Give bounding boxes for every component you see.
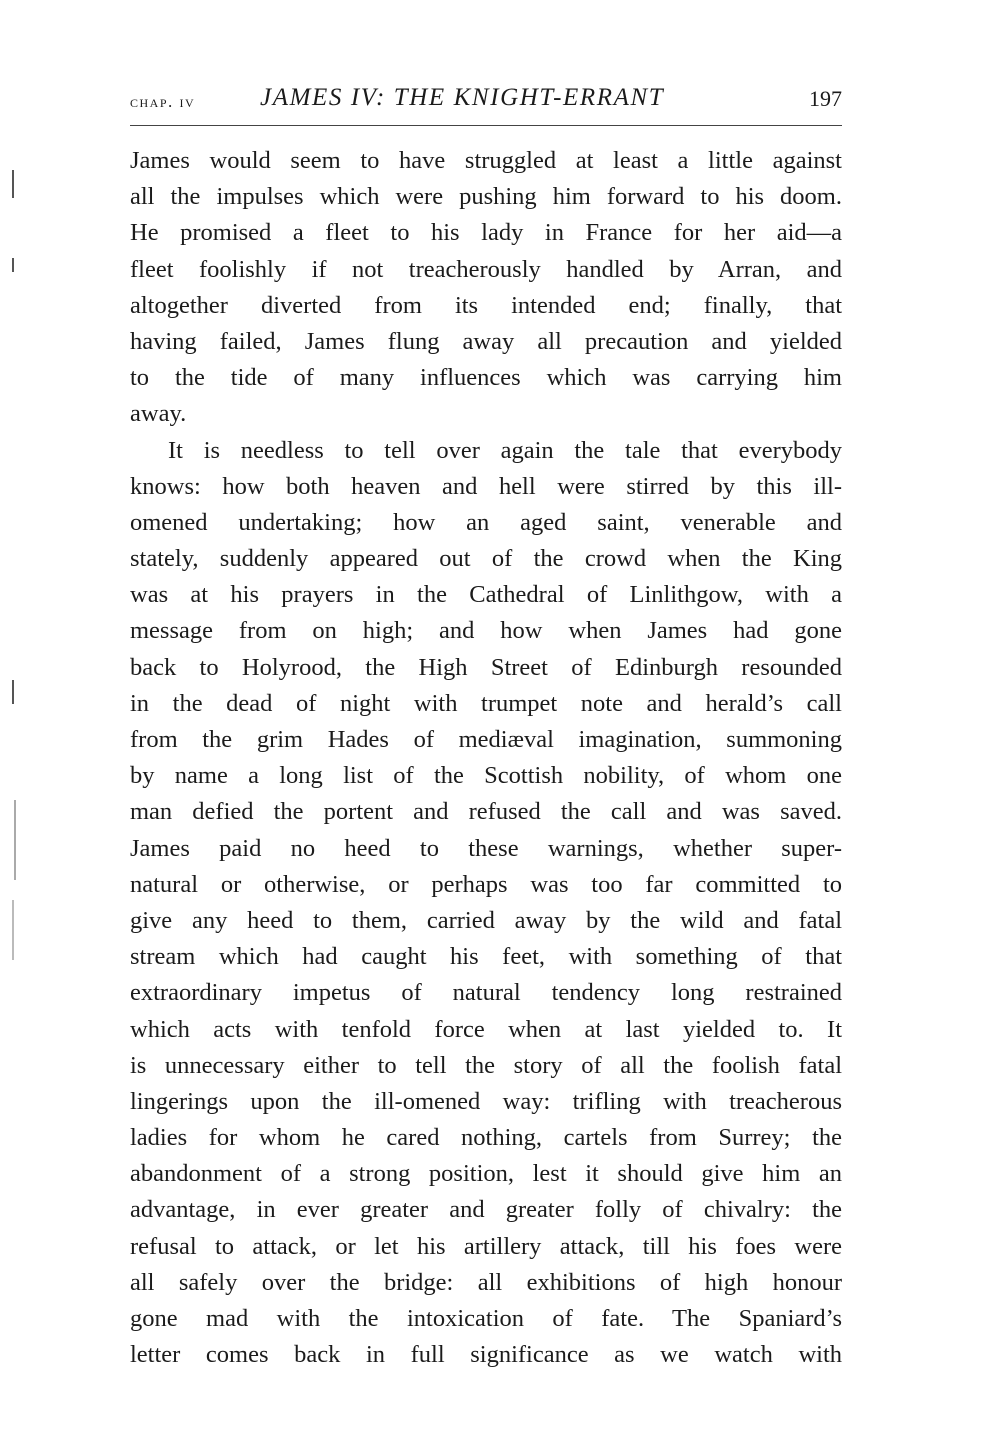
page-number: 197 [809, 86, 842, 111]
header-rule [130, 125, 842, 126]
text-line: advantage, in ever greater and greater folly of chivalry: the [130, 1196, 842, 1224]
text-line: all the impulses which were pushing him forward to his doom. [130, 183, 842, 211]
text-line: having failed, James flung away all precaution and yielded [130, 327, 842, 355]
scan-speck [12, 170, 14, 198]
text-line: altogether diverted from its intended end; finally, that [130, 291, 842, 319]
scan-speck [14, 800, 16, 880]
text-line: extraordinary impetus of natural tendency long restrained [130, 979, 842, 1007]
text-line: knows: how both heaven and hell were stirred by this ill- [130, 472, 842, 500]
text-line: back to Holyrood, the High Street of Edinburgh resounded [130, 653, 842, 681]
text-line: He promised a fleet to his lady in France for her aid—a [130, 219, 842, 247]
text-line: was at his prayers in the Cathedral of Linlithgow, with a [130, 581, 842, 609]
text-line: refusal to attack, or let his artillery attack, till his foes were [130, 1232, 842, 1260]
text-line: fleet foolishly if not treacherously handled by Arran, and [130, 255, 842, 283]
text-line: letter comes back in full significance as we watch with [130, 1341, 842, 1369]
text-line: stately, suddenly appeared out of the crowd when the King [130, 545, 842, 573]
text-line: away. [130, 400, 187, 428]
text-line: man defied the portent and refused the call and was saved. [130, 798, 842, 826]
text-line: James paid no heed to these warnings, whether super- [130, 834, 842, 862]
text-line: in the dead of night with trumpet note and herald’s call [130, 689, 842, 717]
chapter-label: chap. iv [130, 92, 196, 111]
text-line: give any heed to them, carried away by the wild and fatal [130, 906, 842, 934]
text-line: It is needless to tell over again the tale that everybody [168, 436, 842, 464]
text-line: abandonment of a strong position, lest it should give him an [130, 1160, 842, 1188]
text-line: omened undertaking; how an aged saint, venerable and [130, 508, 842, 536]
body-text [130, 143, 842, 1373]
text-line: James would seem to have struggled at least a little against [130, 147, 842, 174]
scan-speck [12, 680, 14, 704]
text-line: which acts with tenfold force when at last yielded to. It [130, 1015, 842, 1043]
text-line: by name a long list of the Scottish nobility, of whom one [130, 762, 842, 790]
running-header [130, 82, 842, 122]
text-line: lingerings upon the ill-omened way: trifling with treacherous [130, 1087, 842, 1115]
text-line: gone mad with the intoxication of fate. The Spaniard’s [130, 1305, 842, 1332]
text-line: natural or otherwise, or perhaps was too far committed to [130, 870, 842, 898]
text-line: ladies for whom he cared nothing, cartels from Surrey; the [130, 1124, 842, 1152]
text-line: is unnecessary either to tell the story of all the foolish fatal [130, 1051, 842, 1079]
text-line: all safely over the bridge: all exhibitions of high honour [130, 1268, 842, 1296]
running-title: JAMES IV: THE KNIGHT-ERRANT [260, 84, 665, 111]
text-line: to the tide of many influences which was carrying him [130, 364, 842, 392]
text-line: from the grim Hades of mediæval imagination, summoning [130, 726, 842, 753]
scan-speck [12, 258, 14, 272]
text-line: message from on high; and how when James had gone [130, 617, 842, 645]
text-line: stream which had caught his feet, with something of that [130, 943, 842, 971]
scan-speck [12, 900, 14, 960]
